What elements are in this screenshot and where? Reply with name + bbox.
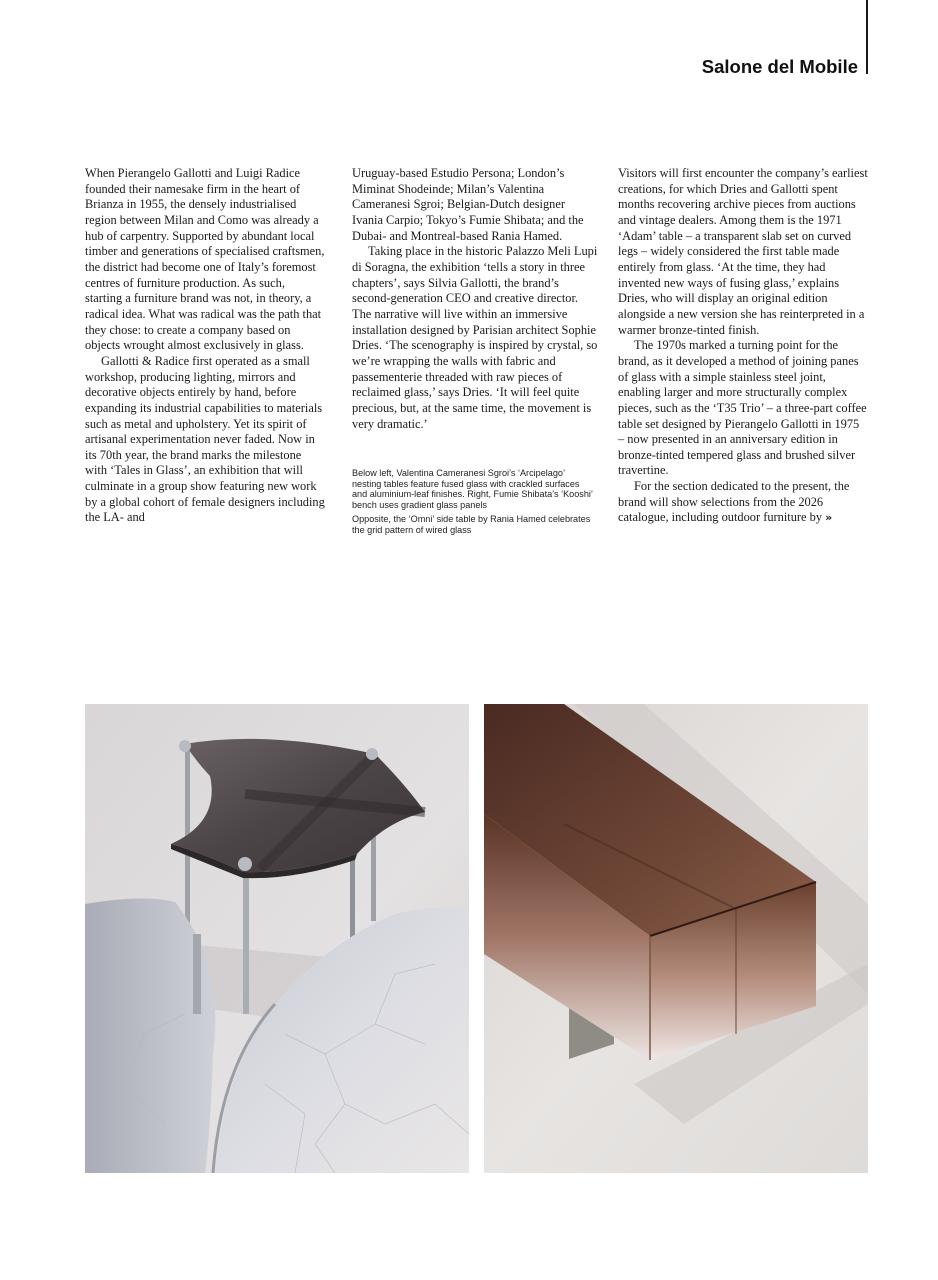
paragraph [618, 479, 868, 526]
article-column-3 [618, 166, 868, 526]
paragraph: Visitors will first encounter the company’s earliest creations, for which Dries and Gallotti spent months recovering archive pieces from auctions and vintage dealers. Among them is the 1971 ‘Adam’ table – a transparent slab set on curved legs – widely considered the first table made entirely from glass. ‘At the time, they had invented new ways of fusing glass,’ explains Dries, who will display an original edition alongside a new version she has reinterpreted in a warmer bronze-tinted finish. [618, 166, 868, 337]
paragraph: Uruguay-based Estudio Persona; London’s Miminat Shodeinde; Milan’s Valentina Cameranesi Sgroi; Belgian-Dutch designer Ivania Carpio; Tokyo’s Fumie Shibata; and the Dubai- and Montreal-based Rania Hamed. [352, 166, 584, 243]
paragraph: The 1970s marked a turning point for the brand, as it developed a method of joining panes of glass with a simple stainless steel joint, enabling larger and more structurally complex pieces, such as the ‘T35 Trio’ – a three-part coffee table set designed by Pierangelo Gallotti in 1975 – now presented in an anniversary edition in bronze-tinted tempered glass and brushed silver travertine. [618, 338, 867, 478]
continue-arrow-icon: » [825, 511, 833, 525]
photo-arcipelago-tables [85, 704, 469, 1173]
section-title: Salone del Mobile [701, 56, 858, 77]
paragraph: When Pierangelo Gallotti and Luigi Radice founded their namesake firm in the heart of Brianza in 1955, the densely industrialised region between Milan and Como was already a hub of carpentry. Supported by abundant local timber and generations of specialised craftsmen, the district had become one of Italy’s foremost centres of furniture production. As such, starting a furniture brand was not, in theory, a radical idea. What was radical was the path that they chose: to create a company based on objects wrought almost exclusively in glass. [85, 166, 325, 353]
arcipelago-tables-illustration [85, 704, 469, 1173]
caption: Opposite, the ‘Omni’ side table by Rania Hamed celebrates the grid pattern of wired glass [352, 514, 591, 535]
kooshi-bench-illustration [484, 704, 868, 1173]
photo-captions [352, 468, 594, 540]
paragraph: Taking place in the historic Palazzo Meli Lupi di Soragna, the exhibition ‘tells a story in three chapters’, says Silvia Gallotti, the brand’s second-generation CEO and creative director. The narrative will live within an immersive installation designed by Parisian architect Sophie Dries. ‘The scenography is inspired by crystal, so we’re wrapping the walls with fabric and passementerie threaded with raw pieces of reclaimed glass,’ says Dries. ‘It will feel quite precious, but, at the same time, the movement is very dramatic.’ [352, 244, 598, 431]
article-column-1 [85, 166, 325, 526]
photo-kooshi-bench [484, 704, 868, 1173]
paragraph: Gallotti & Radice first operated as a small workshop, producing lighting, mirrors and decorative objects entirely by hand, before expanding its industrial capabilities to materials such as metal and upholstery. Yet its spirit of artisanal experimentation never faded. Now in its 70th year, the brand marks the milestone with ‘Tales in Glass’, an exhibition that will culminate in a group show featuring new work by a global cohort of female designers including the LA- and [85, 353, 325, 525]
article-column-2 [352, 166, 598, 432]
caption: Below left, Valentina Cameranesi Sgroi’s ‘Arcipelago’ nesting tables feature fused glass with crackled surfaces and aluminium-leaf finishes. Right, Fumie Shibata’s ‘Kooshi’ bench uses gradient glass panels [352, 468, 593, 510]
paragraph-text: For the section dedicated to the present, the brand will show selections from the 2026 catalogue, including outdoor furniture by [618, 479, 850, 525]
header-rule [866, 0, 868, 74]
